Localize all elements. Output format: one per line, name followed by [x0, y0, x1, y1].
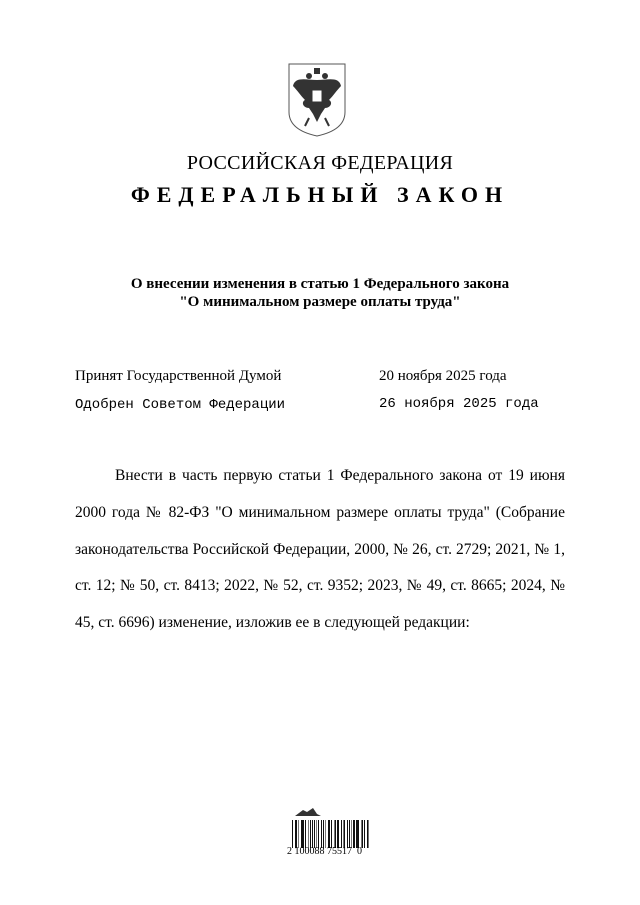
- approved-by-council-label: Одобрен Советом Федерации: [75, 397, 286, 413]
- barcode-bar: [310, 820, 311, 848]
- barcode-bar: [335, 820, 336, 848]
- barcode-bar: [316, 820, 317, 848]
- barcode-bar: [337, 820, 339, 848]
- barcode-bar: [357, 820, 358, 848]
- barcode-bar: [292, 820, 293, 848]
- law-title-line-1: О внесении изменения в статью 1 Федерального закона: [130, 276, 510, 292]
- country-heading: РОССИЙСКАЯ ФЕДЕРАЦИЯ: [186, 152, 454, 174]
- adopted-date: 20 ноября 2025 года: [379, 368, 507, 384]
- barcode-bar: [347, 820, 348, 848]
- law-body-paragraph: Внести в часть первую статьи 1 Федерального закона от 19 июня 2000 года № 82-ФЗ "О минимальном размере оплаты труда" (Собрание законодательства Российской Федерации, 2000, № 26, ст. 2729; 2021, № 1, ст. 12; № 50, ст. 8413; 2022, № 52, ст. 9352; 2023, № 49, ст. 8665; 2024, № 45, ст. 6696) изменение, изложив ее в следующей редакции:: [75, 467, 565, 632]
- barcode-bar: [334, 820, 335, 848]
- barcode-bars: [292, 820, 370, 848]
- barcode-bar: [356, 820, 357, 848]
- barcode-bar: [367, 820, 368, 848]
- barcode-bar: [328, 820, 329, 848]
- barcode-bar: [323, 820, 324, 848]
- barcode-bar: [351, 820, 352, 848]
- document-type-heading: ФЕДЕРАЛЬНЫЙ ЗАКОН: [130, 182, 510, 207]
- barcode-bar: [349, 820, 350, 848]
- barcode-digits: 2 100088 75517 0: [287, 846, 362, 857]
- barcode-bar: [301, 820, 302, 848]
- barcode-bar: [298, 820, 299, 848]
- russian-coat-of-arms-emblem: [287, 62, 347, 138]
- barcode-bar: [312, 820, 313, 848]
- barcode-bar: [331, 820, 332, 848]
- barcode-bar: [305, 820, 306, 848]
- approved-date: 26 ноября 2025 года: [379, 396, 539, 412]
- barcode-bar: [295, 820, 296, 848]
- barcode-bar: [353, 820, 355, 848]
- barcode-bar: [314, 820, 315, 848]
- barcode: [287, 806, 373, 868]
- barcode-bar: [362, 820, 363, 848]
- barcode-bar: [364, 820, 365, 848]
- barcode-bar: [341, 820, 342, 848]
- barcode-bar: [325, 820, 326, 848]
- law-title-line-2: "О минимальном размере оплаты труда": [179, 294, 461, 310]
- barcode-bar: [368, 820, 369, 848]
- barcode-bar: [302, 820, 304, 848]
- barcode-bar: [343, 820, 344, 848]
- adopted-by-duma-label: Принят Государственной Думой: [75, 368, 282, 384]
- barcode-bar: [344, 820, 345, 848]
- barcode-bar: [321, 820, 322, 848]
- barcode-bar: [361, 820, 362, 848]
- barcode-bar: [308, 820, 309, 848]
- barcode-bar: [296, 820, 297, 848]
- barcode-logo-icon: [293, 806, 323, 818]
- barcode-bar: [318, 820, 320, 848]
- barcode-bar: [329, 820, 330, 848]
